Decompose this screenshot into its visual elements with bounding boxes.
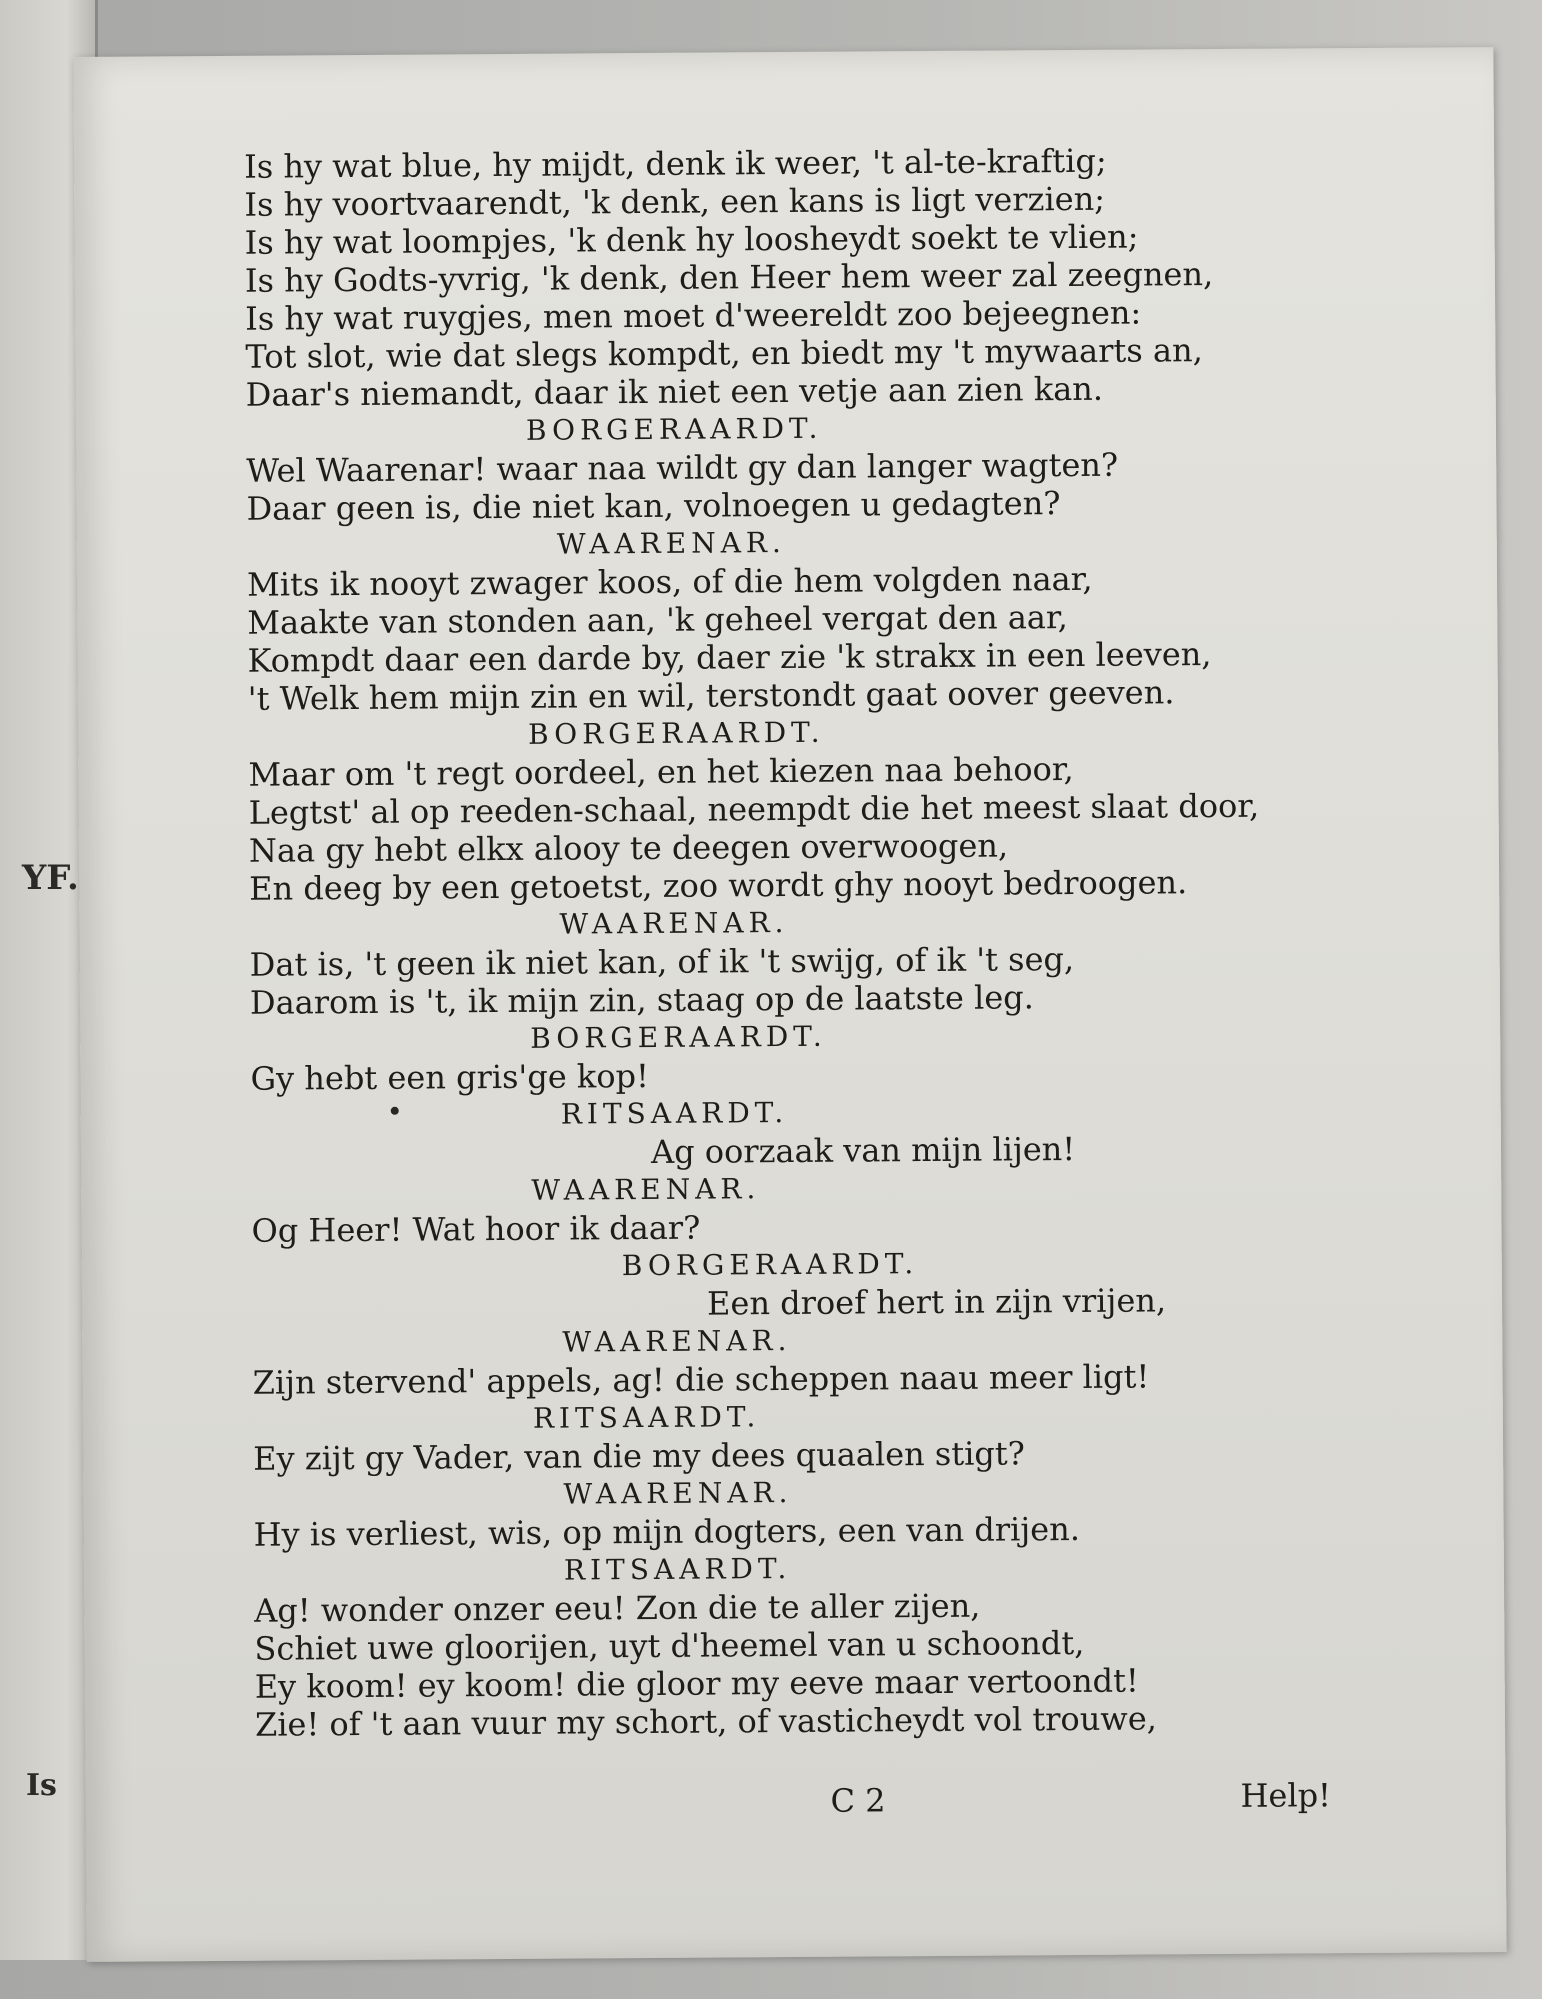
speaker-heading: BORGERAARDT. (621, 1247, 919, 1283)
verse-line: Og Heer! Wat hoor ik daar? (251, 1208, 701, 1250)
verse-line: Is hy wat loompjes, 'k denk hy loosheydt soekt te vlien; (244, 217, 1139, 262)
verse-line: Ag oorzaak van mijn lijen! (650, 1130, 1076, 1171)
verse-line: Is hy wat ruygjes, men moet d'weereldt zoo bejeegnen: (245, 293, 1142, 338)
verse-line: Is hy wat blue, hy mijdt, denk ik weer, 't al-te-kraftig; (244, 141, 1107, 186)
verse-line: Kompdt daar een darde by, daer zie 'k strakx in een leeven, (247, 635, 1212, 680)
verse-line: Legtst' al op reeden-schaal, neempdt die het meest slaat door, (248, 786, 1260, 832)
catchword: Help! (1240, 1776, 1332, 1815)
speaker-heading: RITSAARDT. (560, 1096, 789, 1131)
facing-page-fragment-bottom: Is (26, 1768, 57, 1803)
verse-line: Is hy voortvaarendt, 'k denk, een kans is ligt verzien; (244, 179, 1106, 224)
verse-line: Schiet uwe gloorijen, uyt d'heemel van u schoondt, (254, 1623, 1085, 1668)
verse-line: Mits ik nooyt zwager koos, of die hem volgden naar, (246, 559, 1093, 604)
verse-line: Hy is verliest, wis, op mijn dogters, een van drijen. (253, 1509, 1081, 1554)
verse-line: Ey zijt gy Vader, van die my dees quaalen stigt? (253, 1434, 1025, 1478)
verse-line: Daar's niemandt, daar ik niet een vetje aan zien kan. (245, 369, 1104, 414)
speaker-heading: RITSAARDT. (563, 1552, 792, 1587)
verse-line: Zijn stervend' appels, ag! die scheppen naau meer ligt! (252, 1357, 1150, 1402)
verse-text-block (244, 141, 1260, 1744)
verse-line: Maakte van stonden aan, 'k geheel vergat den aar, (247, 598, 1069, 642)
verse-line: Een droef hert in zijn vrijen, (706, 1281, 1167, 1323)
speaker-heading: WAARENAR. (556, 526, 786, 561)
speaker-heading: BORGERAARDT. (530, 1019, 827, 1055)
verse-line: Gy hebt een gris'ge kop! (250, 1056, 649, 1098)
facing-page-fragment-top: YF. (22, 858, 79, 898)
speaker-heading: WAARENAR. (559, 906, 789, 941)
ink-spot (391, 1107, 399, 1115)
speaker-heading: RITSAARDT. (532, 1400, 761, 1435)
verse-line: Naa gy hebt elkx alooy te deegen overwoogen, (248, 826, 1009, 870)
verse-line: En deeg by een getoetst, zoo wordt ghy nooyt bedroogen. (249, 863, 1188, 908)
signature-mark: C 2 (830, 1781, 886, 1820)
speaker-heading: BORGERAARDT. (525, 411, 823, 447)
verse-line: Tot slot, wie dat slegs kompdt, en biedt my 't mywaarts an, (245, 331, 1203, 376)
verse-line: Is hy Godts-yvrig, 'k denk, den Heer hem weer zal zeegnen, (244, 255, 1214, 300)
speaker-heading: BORGERAARDT. (527, 715, 825, 751)
book-page (73, 47, 1506, 1962)
verse-line: Maar om 't regt oordeel, en het kiezen naa behoor, (248, 750, 1074, 794)
verse-line: Ag! wonder onzer eeu! Zon die te aller zijen, (254, 1586, 981, 1630)
verse-line: Daarom is 't, ik mijn zin, staag op de laatste leg. (249, 978, 1035, 1022)
verse-line: 't Welk hem mijn zin en wil, terstondt gaat oover geeven. (247, 673, 1175, 718)
verse-line: Dat is, 't geen ik niet kan, of ik 't swijg, of ik 't seg, (249, 940, 1075, 984)
verse-line: Wel Waarenar! waar naa wildt gy dan langer wagten? (246, 445, 1119, 490)
verse-line: Zie! of 't aan vuur my schort, of vasticheydt vol trouwe, (254, 1699, 1157, 1744)
speaker-heading: WAARENAR. (562, 1323, 792, 1359)
speaker-heading: WAARENAR. (563, 1475, 793, 1511)
speaker-heading: WAARENAR. (531, 1172, 761, 1207)
verse-line: Ey koom! ey koom! die gloor my eeve maar vertoondt! (254, 1661, 1139, 1706)
verse-line: Daar geen is, die niet kan, volnoegen u gedagten? (246, 484, 1061, 528)
